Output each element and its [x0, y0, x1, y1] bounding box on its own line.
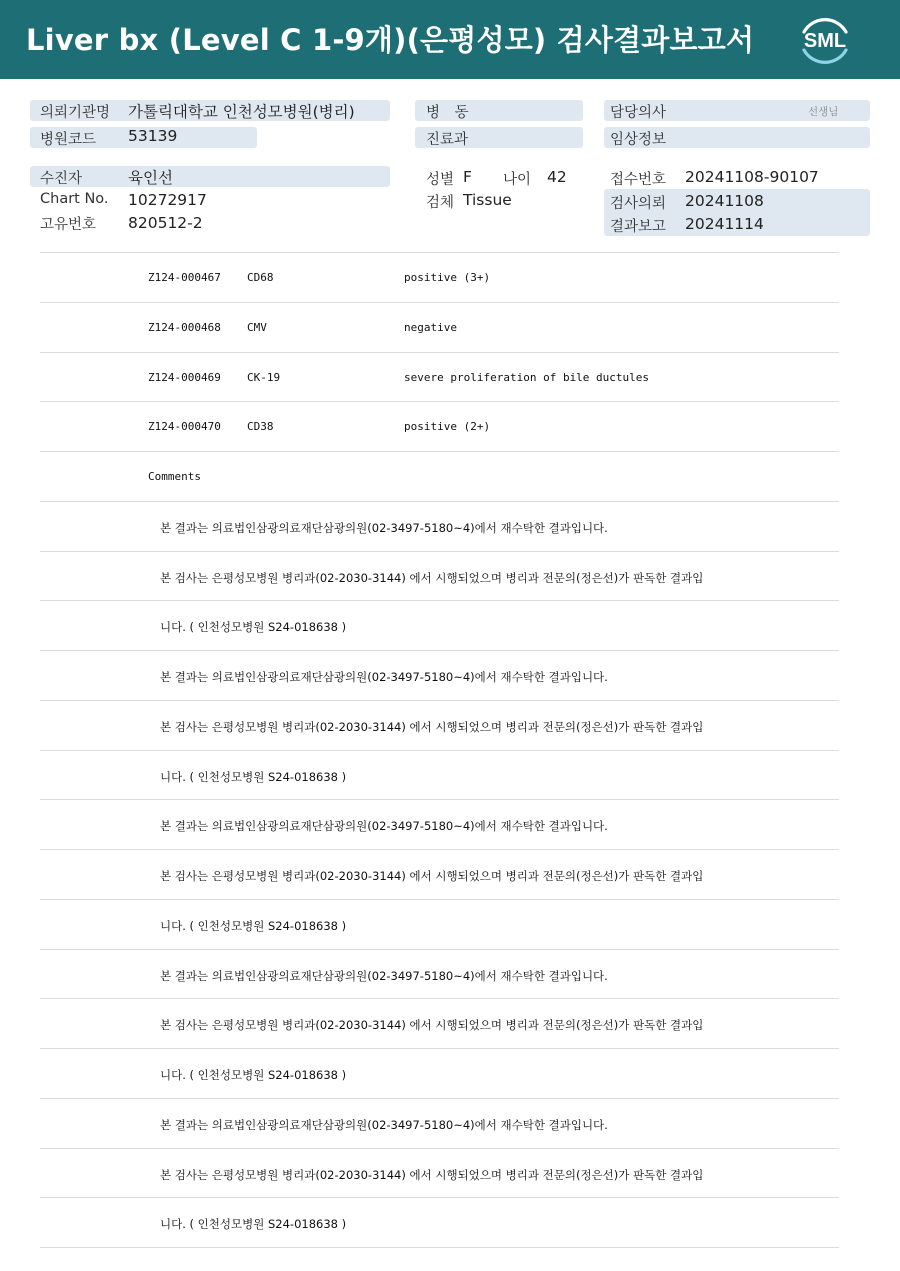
doctor-label: 담당의사 [610, 105, 667, 121]
comment-line [40, 651, 839, 701]
comments-label: Comments [148, 470, 201, 483]
institution-value: 가톨릭대학교 인천성모병원(병리) [128, 103, 355, 121]
comment-line [40, 1149, 839, 1199]
sex-value: F [463, 168, 472, 186]
comment-text: 본 결과는 의료법인삼광의료재단삼광의원(02-3497-5180~4)에서 재수탁한 결과입니다. [160, 968, 608, 983]
chart-label: Chart No. [40, 191, 109, 207]
logo-text: SML [803, 30, 847, 52]
comment-text: 본 검사는 은평성모병원 병리과(02-2030-3144) 에서 시행되었으며 병리과 전문의(정은선)가 판독한 결과입 [160, 869, 704, 883]
report-header [0, 0, 900, 79]
department-label: 진료과 [426, 132, 469, 148]
institution-label: 의뢰기관명 [40, 105, 111, 121]
comment-line [40, 1198, 839, 1248]
result-value: positive (2+) [404, 420, 491, 434]
report-value: 20241114 [685, 215, 764, 233]
comment-line [40, 552, 839, 602]
comment-text: 니다. ( 인천성모병원 S24-018638 ) [160, 1068, 347, 1082]
result-value: severe proliferation of bile ductules [404, 370, 650, 384]
result-row [40, 253, 839, 303]
unique-value: 820512-2 [128, 214, 203, 232]
comment-line [40, 850, 839, 900]
result-code: Z124-000469 [148, 370, 221, 384]
comment-text: 니다. ( 인천성모병원 S24-018638 ) [160, 769, 347, 784]
comment-line [40, 900, 839, 950]
result-code: Z124-000468 [148, 320, 221, 334]
result-test: CK-19 [247, 370, 281, 384]
request-label: 검사의뢰 [610, 196, 667, 212]
hospital-code-value: 53139 [128, 127, 178, 145]
report-title: Liver bx (Level C 1-9개)(은평성모) 검사결과보고서 [26, 23, 755, 57]
comment-text: 본 결과는 의료법인삼광의료재단삼광의원(02-3497-5180~4)에서 재수탁한 결과입니다. [160, 520, 608, 535]
result-test: CMV [247, 320, 267, 334]
age-label: 나이 [503, 172, 532, 188]
comment-text: 본 검사는 은평성모병원 병리과(02-2030-3144) 에서 시행되었으며 병리과 전문의(정은선)가 판독한 결과입 [160, 719, 704, 734]
receipt-value: 20241108-90107 [685, 168, 819, 186]
result-test: CD68 [247, 271, 274, 284]
comment-text: 본 결과는 의료법인삼광의료재단삼광의원(02-3497-5180~4)에서 재수탁한 결과입니다. [160, 1117, 608, 1132]
patient-value: 육인선 [128, 169, 173, 187]
comment-line [40, 601, 839, 651]
unique-label: 고유번호 [40, 217, 97, 233]
result-value: positive (3+) [404, 271, 491, 284]
result-code: Z124-000467 [148, 271, 221, 284]
comment-text: 본 결과는 의료법인삼광의료재단삼광의원(02-3497-5180~4)에서 재수탁한 결과입니다. [160, 819, 608, 834]
comment-text: 본 검사는 은평성모병원 병리과(02-2030-3144) 에서 시행되었으며 병리과 전문의(정은선)가 판독한 결과입 [160, 570, 704, 585]
age-value: 42 [547, 168, 567, 186]
comment-line [40, 1049, 839, 1099]
ward-label: 병 동 [426, 105, 469, 121]
comment-line [40, 800, 839, 850]
specimen-label: 검체 [426, 195, 455, 211]
comments-row [40, 452, 839, 502]
result-test: CD38 [247, 420, 274, 434]
specimen-value: Tissue [463, 191, 512, 209]
comment-text: 니다. ( 인천성모병원 S24-018638 ) [160, 620, 347, 635]
result-row [40, 353, 839, 403]
results-list [40, 252, 839, 1248]
patient-row-box [30, 166, 390, 187]
receipt-label: 접수번호 [610, 172, 667, 188]
request-value: 20241108 [685, 192, 764, 210]
sml-logo-icon [796, 12, 854, 68]
comment-line [40, 701, 839, 751]
doctor-suffix: 선생님 [808, 106, 839, 118]
comment-text: 본 검사는 은평성모병원 병리과(02-2030-3144) 에서 시행되었으며 병리과 전문의(정은선)가 판독한 결과입 [160, 1167, 704, 1182]
report-label: 결과보고 [610, 219, 667, 235]
comment-line [40, 950, 839, 1000]
chart-value: 10272917 [128, 191, 207, 209]
sex-label: 성별 [426, 172, 455, 188]
clinical-label: 임상정보 [610, 132, 667, 148]
comment-line [40, 502, 839, 552]
result-row [40, 303, 839, 353]
comment-text: 본 결과는 의료법인삼광의료재단삼광의원(02-3497-5180~4)에서 재수탁한 결과입니다. [160, 670, 608, 684]
comment-text: 본 검사는 은평성모병원 병리과(02-2030-3144) 에서 시행되었으며 병리과 전문의(정은선)가 판독한 결과입 [160, 1018, 704, 1033]
result-value: negative [404, 320, 457, 334]
result-row [40, 402, 839, 452]
patient-label: 수진자 [40, 171, 83, 187]
comment-line [40, 999, 839, 1049]
comment-text: 니다. ( 인천성모병원 S24-018638 ) [160, 918, 347, 933]
comment-line [40, 751, 839, 801]
result-code: Z124-000470 [148, 420, 221, 434]
comment-text: 니다. ( 인천성모병원 S24-018638 ) [160, 1217, 347, 1232]
comment-line [40, 1099, 839, 1149]
hospital-code-label: 병원코드 [40, 132, 97, 148]
